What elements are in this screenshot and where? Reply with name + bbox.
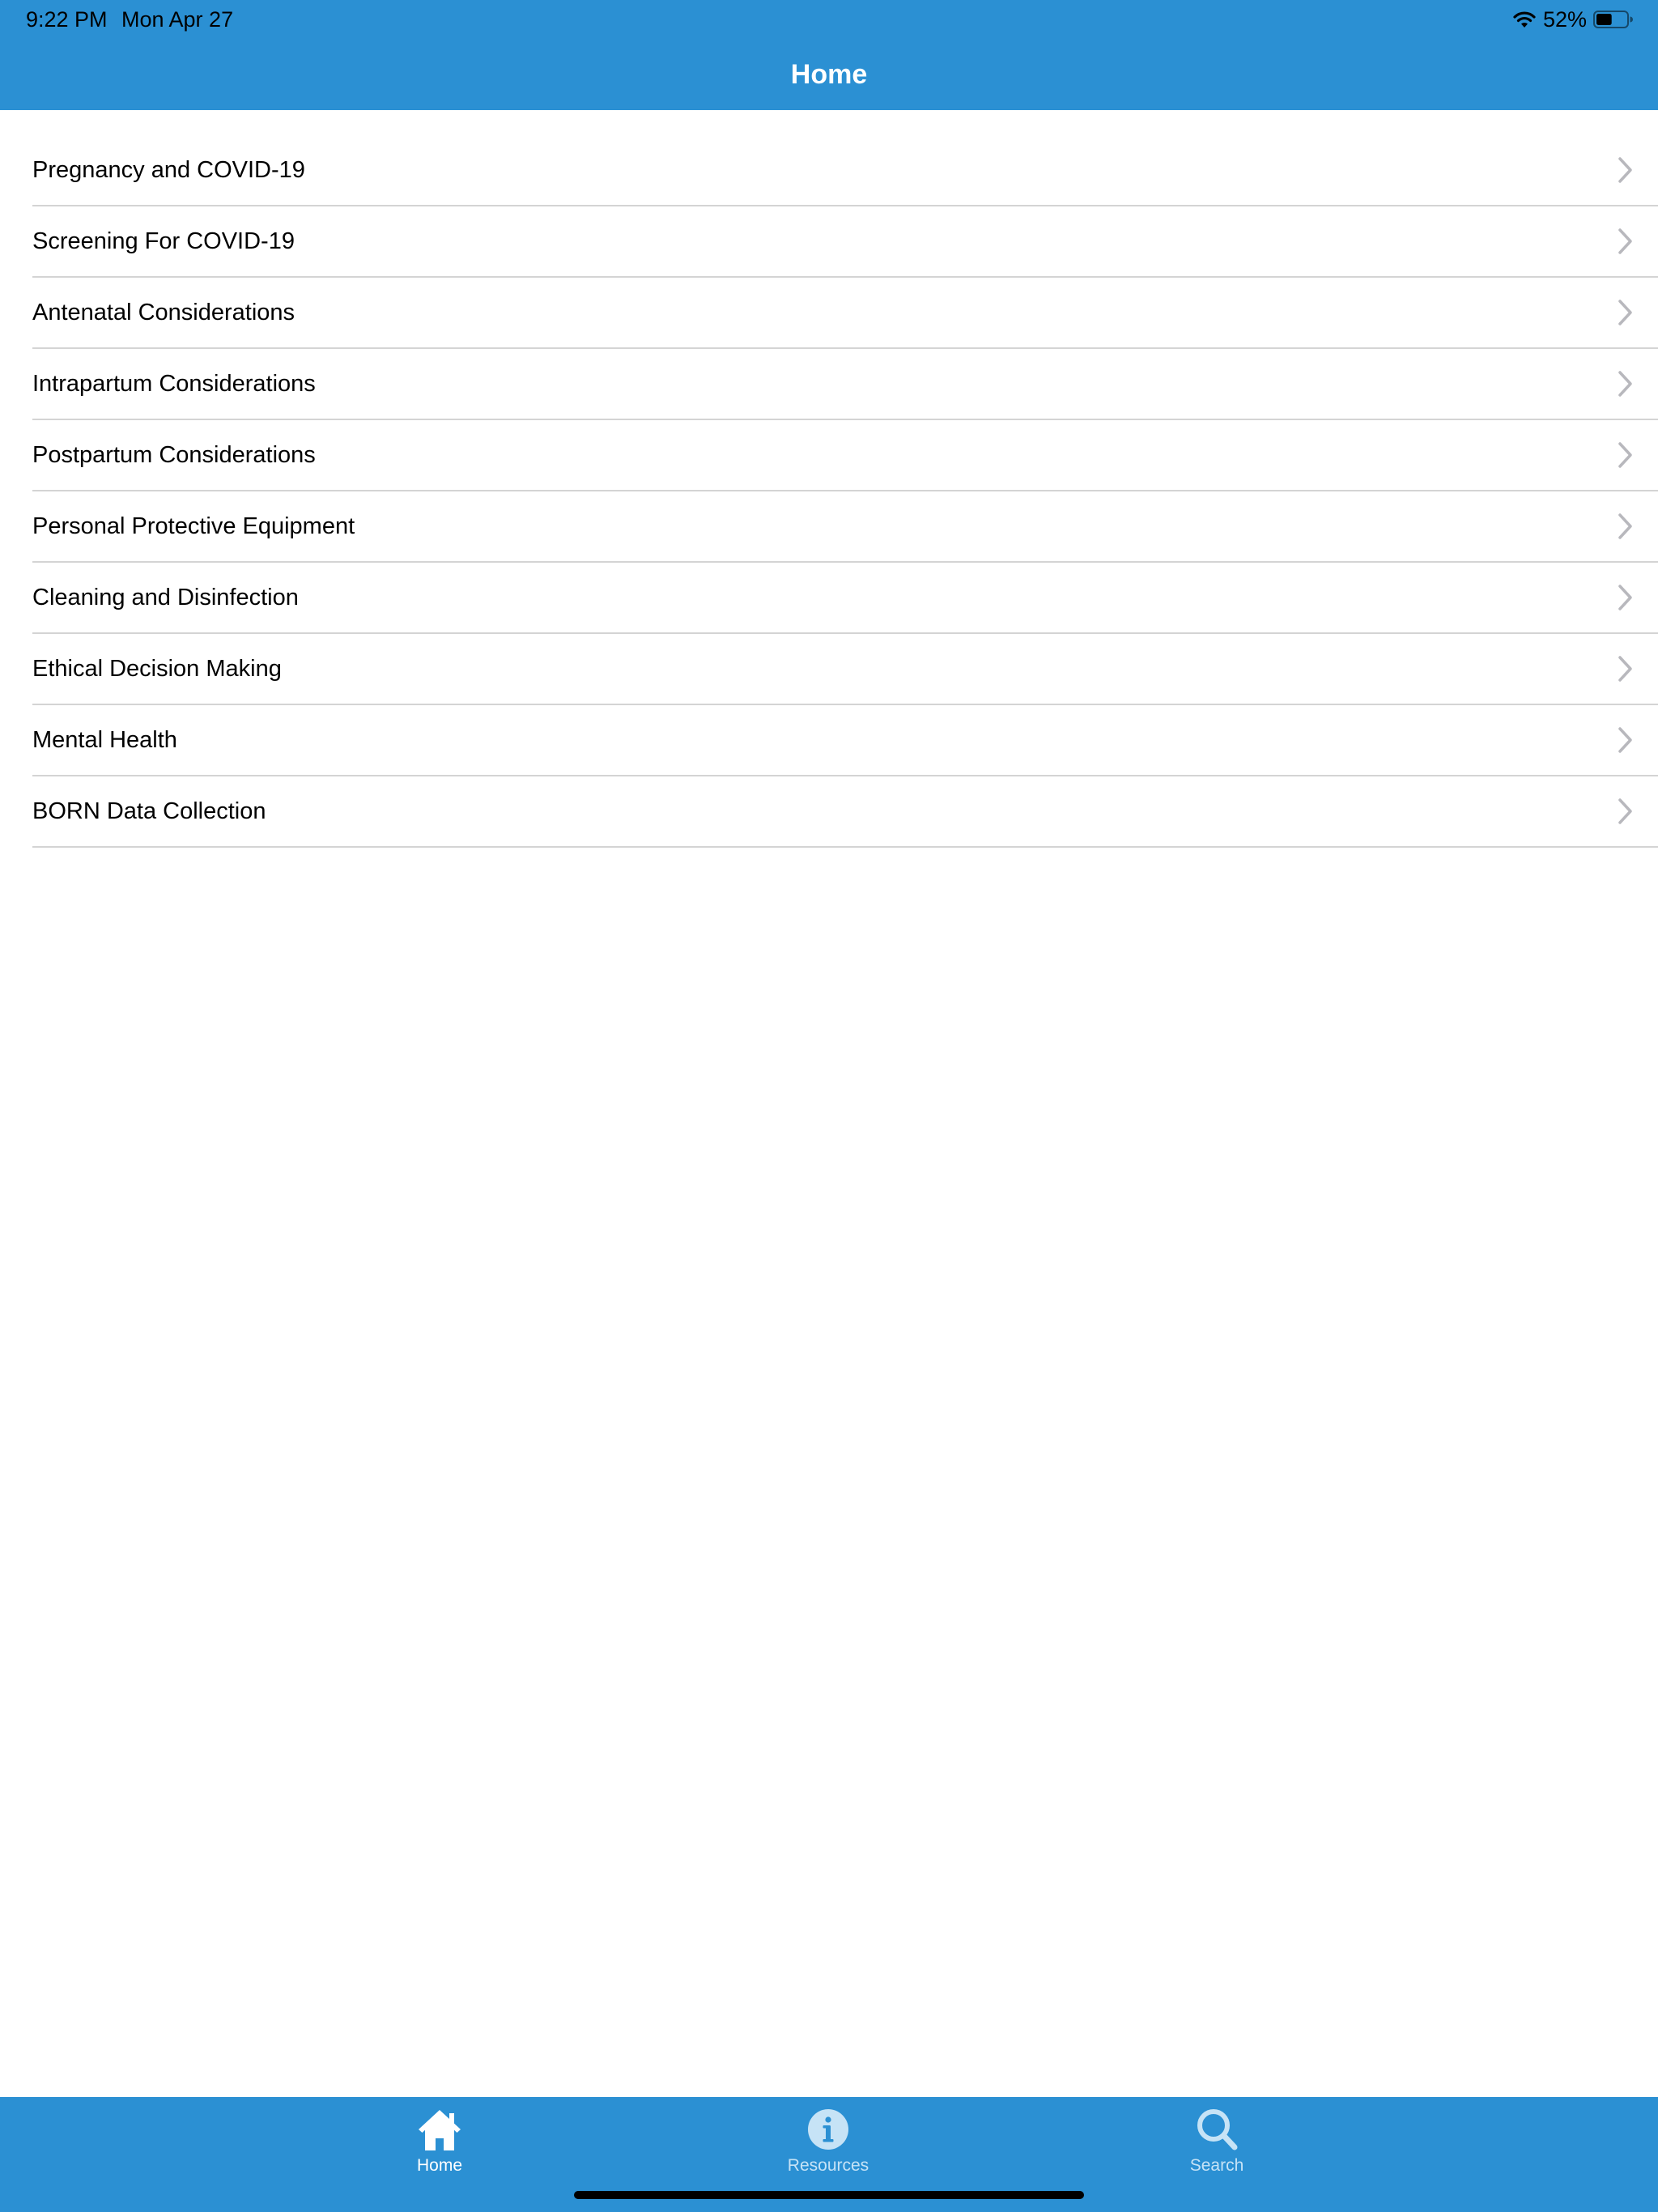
nav-title: Home (790, 59, 868, 90)
chevron-right-icon (1618, 441, 1634, 469)
list-item-label: Pregnancy and COVID-19 (32, 157, 305, 183)
tab-label: Resources (787, 2156, 869, 2175)
chevron-right-icon (1618, 370, 1634, 398)
tab-search[interactable] (1136, 2097, 1298, 2194)
search-icon (1192, 2105, 1241, 2154)
chevron-right-icon (1618, 156, 1634, 184)
list-item-label: BORN Data Collection (32, 798, 266, 824)
list-item-label: Cleaning and Disinfection (32, 585, 299, 610)
battery-percent: 52% (1542, 7, 1587, 32)
chevron-right-icon (1618, 584, 1634, 611)
battery-icon (1593, 10, 1634, 29)
list-item-label: Mental Health (32, 727, 177, 753)
topic-list (32, 135, 1658, 848)
chevron-right-icon (1618, 513, 1634, 540)
info-icon (804, 2105, 852, 2154)
tab-label: Home (416, 2156, 463, 2175)
list-item-label: Postpartum Considerations (32, 442, 316, 468)
list-item[interactable] (32, 206, 1658, 278)
tab-home[interactable] (359, 2097, 521, 2194)
list-item-label: Personal Protective Equipment (32, 513, 355, 539)
tab-label: Search (1189, 2156, 1244, 2175)
chevron-right-icon (1618, 228, 1634, 255)
list-item[interactable] (32, 420, 1658, 491)
list-item[interactable] (32, 563, 1658, 634)
status-indicators (1512, 5, 1634, 34)
list-item-label: Antenatal Considerations (32, 300, 295, 325)
chevron-right-icon (1618, 798, 1634, 825)
list-item[interactable] (32, 278, 1658, 349)
list-item[interactable] (32, 349, 1658, 420)
list-item[interactable] (32, 705, 1658, 776)
chevron-right-icon (1618, 655, 1634, 683)
list-item-label: Ethical Decision Making (32, 656, 282, 682)
top-bar (0, 0, 1658, 110)
list-item[interactable] (32, 491, 1658, 563)
chevron-right-icon (1618, 299, 1634, 326)
status-time: 9:22 PM (26, 7, 108, 32)
status-date: Mon Apr 27 (121, 7, 234, 32)
home-indicator[interactable] (574, 2191, 1084, 2199)
list-item[interactable] (32, 776, 1658, 848)
list-item-label: Intrapartum Considerations (32, 371, 316, 397)
wifi-icon (1512, 10, 1537, 29)
chevron-right-icon (1618, 726, 1634, 754)
list-item[interactable] (32, 135, 1658, 206)
list-item-label: Screening For COVID-19 (32, 228, 295, 254)
list-item[interactable] (32, 634, 1658, 705)
home-icon (415, 2105, 464, 2154)
tab-resources[interactable] (747, 2097, 909, 2194)
